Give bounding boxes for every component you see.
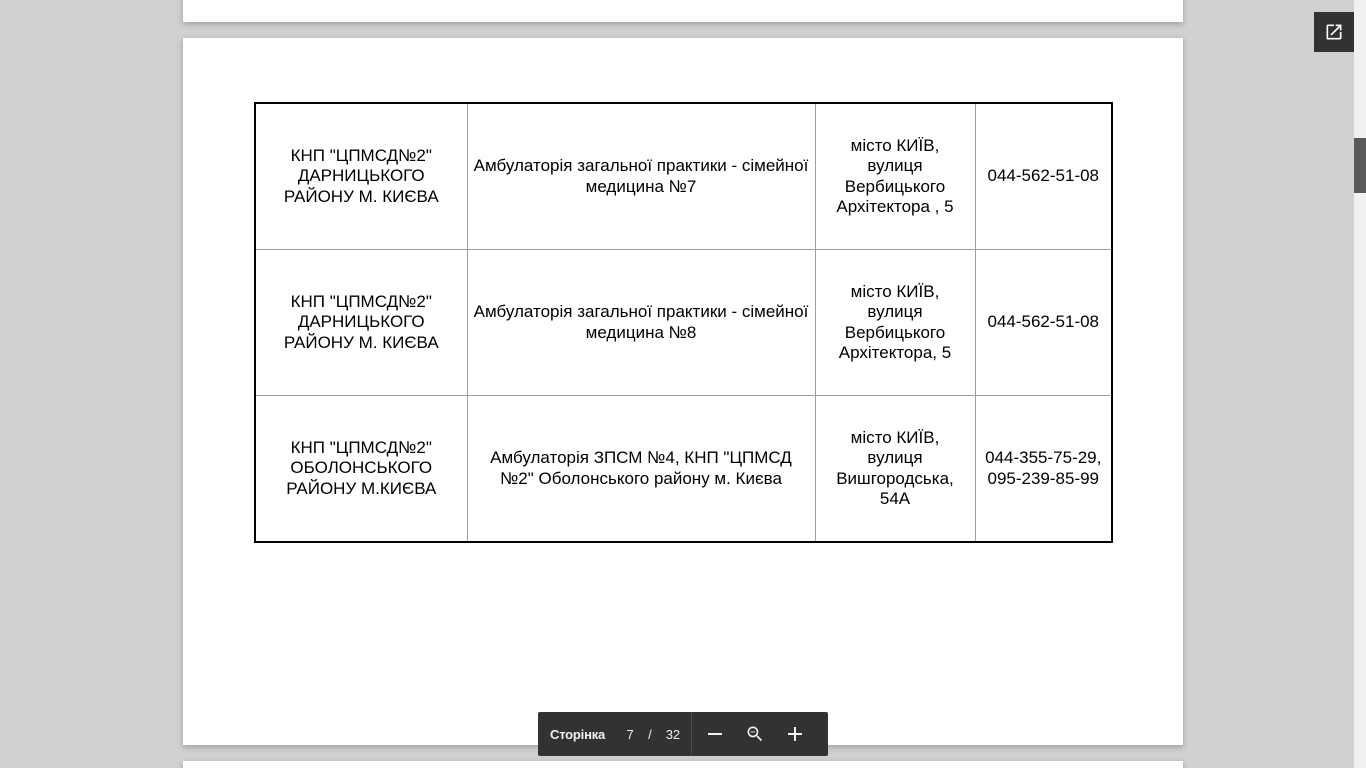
phone-cell: 044-562-51-08 (975, 250, 1112, 396)
next-page (183, 761, 1183, 768)
pdf-toolbar (538, 712, 828, 756)
facility-cell: Амбулаторія загальної практики - сімейної медицина №7 (467, 103, 815, 250)
address-cell: місто КИЇВ, вулиця Вишгородська, 54А (815, 396, 975, 543)
open-in-new-icon (1324, 22, 1344, 42)
page-label: Сторінка (550, 726, 606, 742)
zoom-search-icon (745, 724, 765, 744)
scrollbar-thumb[interactable] (1354, 138, 1366, 193)
popout-button[interactable] (1314, 12, 1354, 52)
org-cell: КНП "ЦПМСД№2" ОБОЛОНСЬКОГО РАЙОНУ М.КИЄВА (255, 396, 467, 543)
current-page-input[interactable]: 7 (626, 726, 634, 742)
zoom-in-button[interactable] (775, 712, 815, 756)
table-row (255, 396, 1112, 543)
plus-icon (787, 726, 803, 742)
org-cell: КНП "ЦПМСД№2" ДАРНИЦЬКОГО РАЙОНУ М. КИЄВА (255, 103, 467, 250)
facility-cell: Амбулаторія ЗПСМ №4, КНП "ЦПМСД №2" Оболонського району м. Києва (467, 396, 815, 543)
minus-icon (707, 726, 723, 742)
table-row (255, 103, 1112, 250)
address-cell: місто КИЇВ, вулиця Вербицького Архітектора, 5 (815, 250, 975, 396)
table-row (255, 250, 1112, 396)
facilities-table (254, 102, 1113, 543)
zoom-out-button[interactable] (695, 712, 735, 756)
current-page (183, 38, 1183, 745)
facility-cell: Амбулаторія загальної практики - сімейної медицина №8 (467, 250, 815, 396)
phone-cell: 044-355-75-29, 095-239-85-99 (975, 396, 1112, 543)
address-cell: місто КИЇВ, вулиця Вербицького Архітектора , 5 (815, 103, 975, 250)
page-indicator (538, 712, 692, 756)
page-separator: / (648, 726, 652, 742)
vertical-scrollbar[interactable] (1354, 0, 1366, 768)
previous-page (183, 0, 1183, 22)
total-pages: 32 (665, 726, 681, 742)
phone-cell: 044-562-51-08 (975, 103, 1112, 250)
org-cell: КНП "ЦПМСД№2" ДАРНИЦЬКОГО РАЙОНУ М. КИЄВА (255, 250, 467, 396)
fit-to-page-button[interactable] (735, 712, 775, 756)
